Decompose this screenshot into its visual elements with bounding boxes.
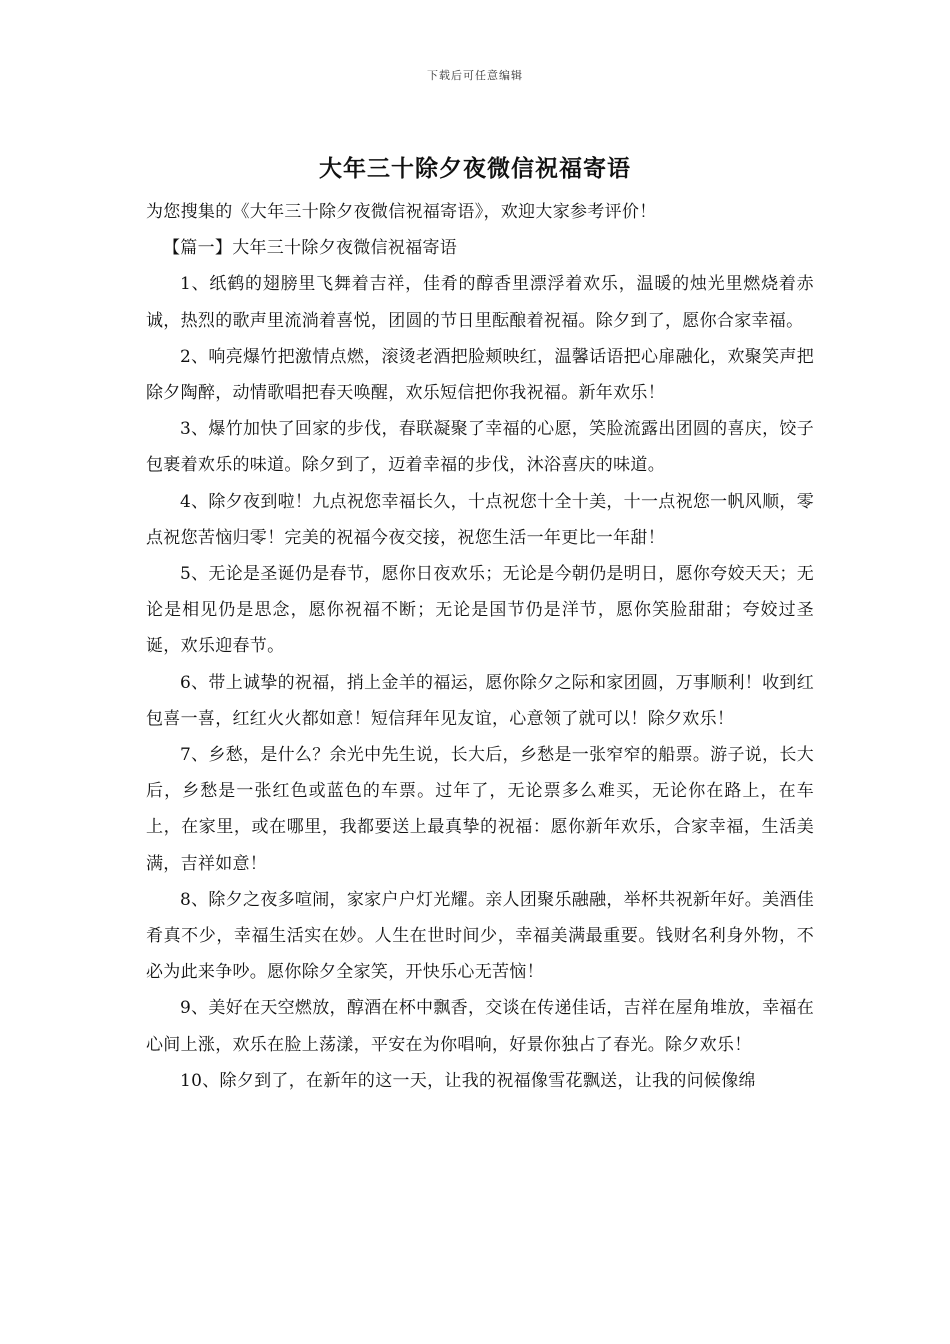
paragraph-item-10: 10、除夕到了，在新年的这一天，让我的祝福像雪花飘送，让我的问候像绵 — [180, 1070, 756, 1091]
paragraph-item-9: 9、美好在天空燃放，醇酒在杯中飘香，交谈在传递佳话，吉祥在屋角堆放，幸福在心间上涨，欢乐在脸上荡漾，平安在为你唱响，好景你独占了春光。除夕欢乐！ — [146, 998, 814, 1055]
paragraph-item-2: 2、响亮爆竹把激情点燃，滚烫老酒把脸颊映红，温馨话语把心扉融化，欢聚笑声把除夕陶醉，动情歌唱把春天唤醒，欢乐短信把你我祝福。新年欢乐！ — [146, 346, 814, 404]
paragraph-item-6: 6、带上诚挚的祝福，捎上金羊的福运，愿你除夕之际和家团圆，万事顺利！收到红包喜一喜，红红火火都如意！短信拜年见友谊，心意领了就可以！除夕欢乐！ — [146, 672, 814, 729]
document-title: 大年三十除夕夜微信祝福寄语 — [319, 155, 631, 182]
paragraph-item-7: 7、乡愁，是什么？余光中先生说，长大后，乡愁是一张窄窄的船票。游子说，长大后，乡愁是一张红色或蓝色的车票。过年了，无论票多么难买，无论你在路上，在车上，在家里，或在哪里，我都要送上最真挚的祝福：愿你新年欢乐，合家幸福，生活美满，吉祥如意！ — [146, 745, 814, 874]
intro-paragraph: 为您搜集的《大年三十除夕夜微信祝福寄语》，欢迎大家参考评价！ — [146, 202, 657, 222]
paragraph-item-3: 3、爆竹加快了回家的步伐，春联凝聚了幸福的心愿，笑脸流露出团圆的喜庆，饺子包裹着欢乐的味道。除夕到了，迈着幸福的步伐，沐浴喜庆的味道。 — [146, 419, 814, 476]
section-heading: 【篇一】大年三十除夕夜微信祝福寄语 — [163, 238, 458, 259]
paragraph-item-8: 8、除夕之夜多喧闹，家家户户灯光耀。亲人团聚乐融融，举杯共祝新年好。美酒佳肴真不少，幸福生活实在妙。人生在世时间少，幸福美满最重要。钱财名利身外物，不必为此来争吵。愿你除夕全家笑，开快乐心无苦恼！ — [146, 889, 814, 983]
document-body — [146, 194, 814, 1099]
paragraph-item-4: 4、除夕夜到啦！九点祝您幸福长久，十点祝您十全十美，十一点祝您一帆风顺，零点祝您苦恼归零！完美的祝福今夜交接，祝您生活一年更比一年甜！ — [146, 491, 814, 548]
header-note: 下载后可任意编辑 — [427, 69, 523, 82]
paragraph-item-5: 5、无论是圣诞仍是春节，愿你日夜欢乐；无论是今朝仍是明日，愿你夸姣天天；无论是相见仍是思念，愿你祝福不断；无论是国节仍是洋节，愿你笑脸甜甜；夸姣过圣诞，欢乐迎春节。 — [146, 564, 814, 657]
paragraph-item-1: 1、纸鹤的翅膀里飞舞着吉祥，佳肴的醇香里漂浮着欢乐，温暖的烛光里燃烧着赤诚，热烈的歌声里流淌着喜悦，团圆的节日里酝酿着祝福。除夕到了，愿你合家幸福。 — [146, 274, 814, 331]
